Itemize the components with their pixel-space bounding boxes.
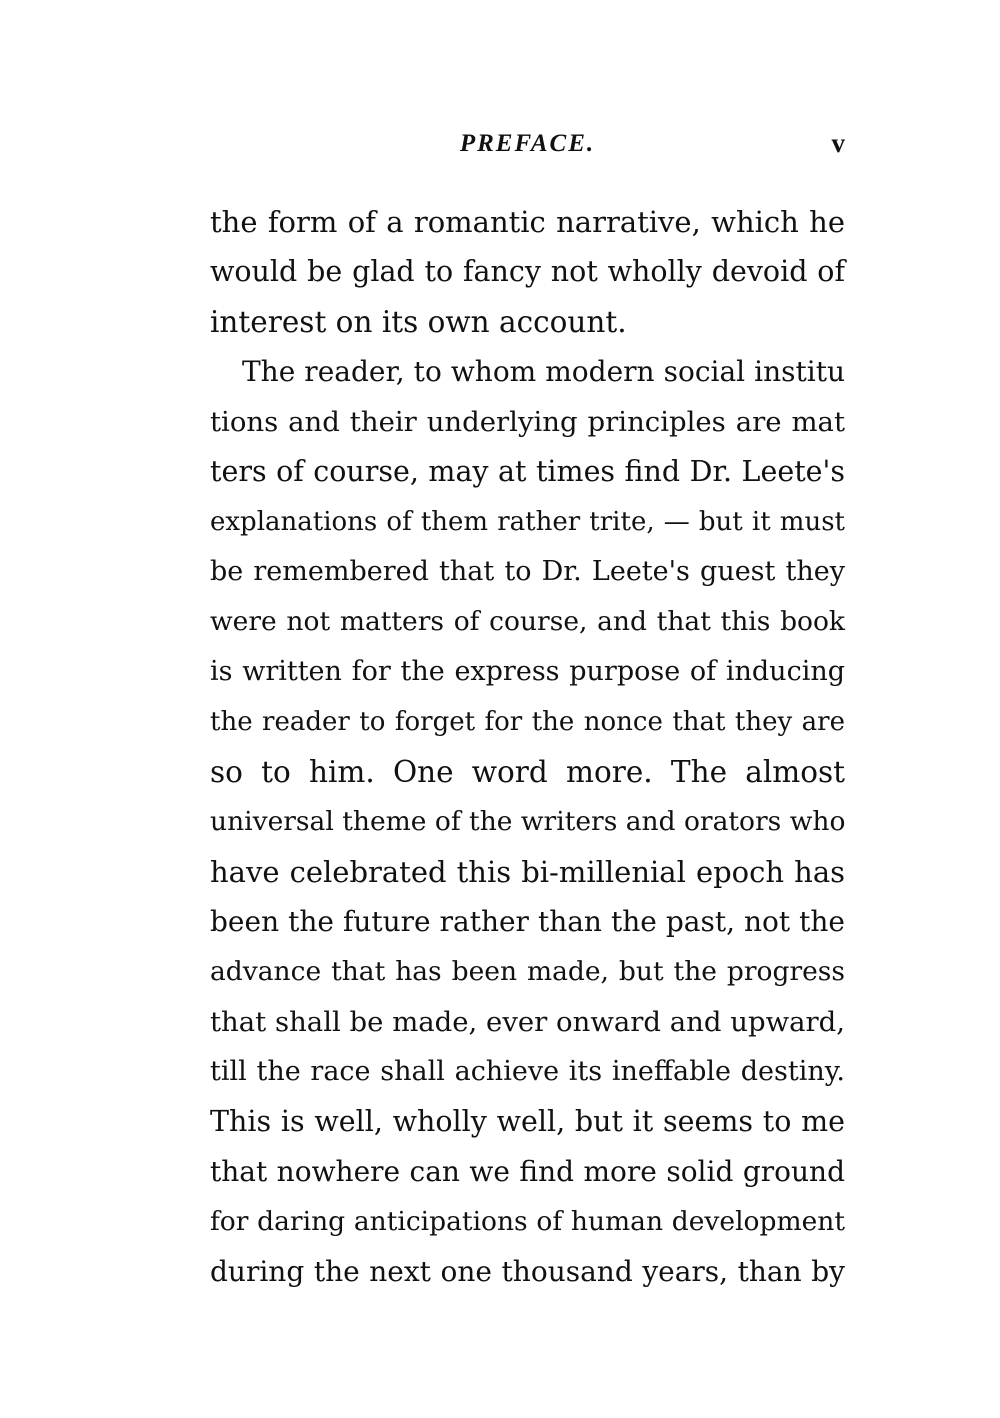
running-head [210,128,845,168]
text-line: is written for the express purpose of inducing [210,656,845,687]
text-line: till the race shall achieve its ineffable destiny. [210,1056,845,1087]
text-line: be remembered that to Dr. Leete's guest they [210,556,845,587]
text-line: that nowhere can we find more solid ground [210,1155,845,1188]
text-line: during the next one thousand years, than by [210,1255,845,1288]
text-line: the form of a romantic narrative, which he [210,205,845,239]
text-line: were not matters of course, and that this book [210,606,845,637]
text-line: would be glad to fancy not wholly devoid of [210,255,845,288]
text-line: interest on its own account. [210,305,627,339]
body-text [210,197,845,1297]
text-line: universal theme of the writers and orators who [210,806,846,837]
text-line: explanations of them rather trite, — but it must [210,507,845,537]
text-line: so to him. One word more. The almost [210,755,845,789]
paragraph-1 [210,197,845,347]
text-line: that shall be made, ever onward and upward, [210,1006,845,1038]
page-number: v [831,128,845,158]
text-line: the reader to forget for the nonce that they are [210,707,845,737]
text-line: advance that has been made, but the progress [210,956,845,987]
paragraph-2 [210,347,845,1297]
text-line: tions and their underlying principles are mat [210,406,845,438]
text-line: This is well, wholly well, but it seems to me [210,1105,845,1138]
text-line: for daring anticipations of human development [210,1206,845,1237]
text-line: The reader, to whom modern social institu [242,355,845,388]
text-line: ters of course, may at times find Dr. Leete's [210,455,845,488]
running-title: PREFACE. [459,130,596,157]
text-line: been the future rather than the past, not the [210,905,845,938]
text-line: have celebrated this bi-millenial epoch has [210,855,845,889]
